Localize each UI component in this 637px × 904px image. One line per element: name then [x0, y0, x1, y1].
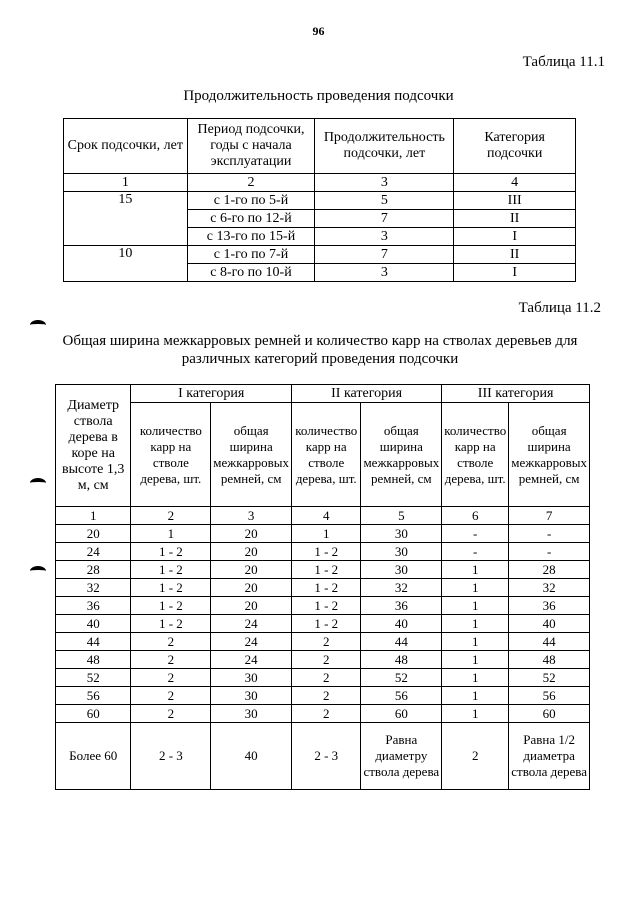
margin-mark	[30, 478, 46, 488]
col-number: 5	[361, 507, 442, 525]
cat1-count-cell: 2 - 3	[131, 723, 211, 790]
header-category-3: III категория	[442, 385, 590, 403]
col-number: 4	[454, 174, 576, 192]
cat2-count-cell: 2	[292, 633, 361, 651]
header-duration: Продолжительность подсочки, лет	[315, 119, 454, 174]
cat3-width-cell: 28	[509, 561, 590, 579]
term-cell: 15	[64, 192, 188, 246]
category-cell: II	[454, 210, 576, 228]
header-term: Срок подсочки, лет	[64, 119, 188, 174]
cat2-count-cell: 2 - 3	[292, 723, 361, 790]
cat3-count-cell: 1	[442, 687, 509, 705]
duration-cell: 7	[315, 210, 454, 228]
cat3-count-cell: 2	[442, 723, 509, 790]
cat2-width-cell: 44	[361, 633, 442, 651]
tapping-width-table	[55, 384, 590, 790]
col-number: 6	[442, 507, 509, 525]
cat2-count-cell: 1 - 2	[292, 543, 361, 561]
cat1-count-cell: 2	[131, 705, 211, 723]
duration-cell: 7	[315, 246, 454, 264]
cat1-count-cell: 2	[131, 669, 211, 687]
cat1-count-cell: 1 - 2	[131, 615, 211, 633]
cat3-count-cell: 1	[442, 597, 509, 615]
category-cell: III	[454, 192, 576, 210]
table-row	[64, 246, 576, 264]
diameter-cell: 28	[56, 561, 131, 579]
header-period: Период подсочки, годы с начала эксплуатации	[187, 119, 315, 174]
term-cell: 10	[64, 246, 188, 282]
cat2-width-cell: 52	[361, 669, 442, 687]
cat1-count-cell: 2	[131, 687, 211, 705]
subheader-cat3-count: количество карр на стволе дерева, шт.	[442, 403, 509, 507]
table-row	[56, 597, 590, 615]
period-cell: с 13-го по 15-й	[187, 228, 315, 246]
cat3-width-cell: -	[509, 525, 590, 543]
subheader-cat1-width: общая ширина межкарровых ремней, см	[211, 403, 292, 507]
cat3-count-cell: 1	[442, 561, 509, 579]
cat1-count-cell: 1 - 2	[131, 579, 211, 597]
cat3-width-cell: Равна 1/2 диаметра ствола дерева	[509, 723, 590, 790]
diameter-cell: 20	[56, 525, 131, 543]
cat3-count-cell: 1	[442, 579, 509, 597]
cat3-count-cell: -	[442, 525, 509, 543]
diameter-cell: 60	[56, 705, 131, 723]
header-category: Категория подсочки	[454, 119, 576, 174]
period-cell: с 1-го по 5-й	[187, 192, 315, 210]
cat2-width-cell: 32	[361, 579, 442, 597]
col-number: 2	[187, 174, 315, 192]
column-numbers-row	[64, 174, 576, 192]
table2-label: Таблица 11.2	[518, 300, 601, 316]
cat1-width-cell: 20	[211, 561, 292, 579]
cat2-count-cell: 1 - 2	[292, 597, 361, 615]
table-row	[56, 525, 590, 543]
col-number: 4	[292, 507, 361, 525]
cat3-width-cell: 60	[509, 705, 590, 723]
cat1-width-cell: 30	[211, 669, 292, 687]
diameter-cell: Более 60	[56, 723, 131, 790]
subheader-cat2-width: общая ширина межкарровых ремней, см	[361, 403, 442, 507]
cat3-width-cell: 56	[509, 687, 590, 705]
cat3-count-cell: 1	[442, 633, 509, 651]
cat2-count-cell: 2	[292, 651, 361, 669]
table-row	[56, 723, 590, 790]
cat3-count-cell: 1	[442, 615, 509, 633]
subheader-cat1-count: количество карр на стволе дерева, шт.	[131, 403, 211, 507]
cat2-count-cell: 1 - 2	[292, 615, 361, 633]
cat1-count-cell: 1 - 2	[131, 561, 211, 579]
cat2-width-cell: 60	[361, 705, 442, 723]
table-row	[56, 579, 590, 597]
period-cell: с 6-го по 12-й	[187, 210, 315, 228]
period-cell: с 8-го по 10-й	[187, 264, 315, 282]
subheader-cat3-width: общая ширина межкарровых ремней, см	[509, 403, 590, 507]
cat3-count-cell: 1	[442, 705, 509, 723]
cat2-count-cell: 1 - 2	[292, 561, 361, 579]
cat1-width-cell: 20	[211, 525, 292, 543]
col-number: 7	[509, 507, 590, 525]
table2-title: Общая ширина межкарровых ремней и количество карр на стволах деревьев для различных категорий проведения подсочки	[62, 333, 578, 367]
duration-table	[63, 118, 576, 282]
cat2-width-cell: 56	[361, 687, 442, 705]
diameter-cell: 48	[56, 651, 131, 669]
subheader-cat2-count: количество карр на стволе дерева, шт.	[292, 403, 361, 507]
cat1-width-cell: 20	[211, 543, 292, 561]
cat1-width-cell: 24	[211, 651, 292, 669]
cat1-width-cell: 40	[211, 723, 292, 790]
cat2-count-cell: 1	[292, 525, 361, 543]
header-category-2: II категория	[292, 385, 442, 403]
diameter-cell: 32	[56, 579, 131, 597]
cat3-count-cell: 1	[442, 669, 509, 687]
table-row	[56, 633, 590, 651]
duration-cell: 3	[315, 228, 454, 246]
duration-cell: 3	[315, 264, 454, 282]
col-number: 3	[315, 174, 454, 192]
col-number: 1	[56, 507, 131, 525]
cat1-width-cell: 30	[211, 687, 292, 705]
cat1-width-cell: 30	[211, 705, 292, 723]
cat2-width-cell: 40	[361, 615, 442, 633]
cat1-width-cell: 24	[211, 615, 292, 633]
table-row	[56, 561, 590, 579]
cat2-count-cell: 2	[292, 705, 361, 723]
cat2-width-cell: Равна диаметру ствола дерева	[361, 723, 442, 790]
cat1-count-cell: 1 - 2	[131, 543, 211, 561]
cat1-width-cell: 20	[211, 597, 292, 615]
table-row	[56, 543, 590, 561]
cat3-width-cell: -	[509, 543, 590, 561]
cat3-width-cell: 32	[509, 579, 590, 597]
diameter-cell: 52	[56, 669, 131, 687]
table-row	[56, 615, 590, 633]
category-cell: II	[454, 246, 576, 264]
cat1-count-cell: 2	[131, 651, 211, 669]
cat2-count-cell: 1 - 2	[292, 579, 361, 597]
diameter-cell: 40	[56, 615, 131, 633]
diameter-cell: 56	[56, 687, 131, 705]
cat3-count-cell: 1	[442, 651, 509, 669]
cat1-count-cell: 1	[131, 525, 211, 543]
period-cell: с 1-го по 7-й	[187, 246, 315, 264]
cat1-width-cell: 24	[211, 633, 292, 651]
cat1-count-cell: 1 - 2	[131, 597, 211, 615]
table1-title: Продолжительность проведения подсочки	[183, 88, 454, 104]
cat1-count-cell: 2	[131, 633, 211, 651]
cat2-width-cell: 30	[361, 543, 442, 561]
table1-label: Таблица 11.1	[522, 54, 605, 70]
col-number: 2	[131, 507, 211, 525]
margin-mark	[30, 566, 46, 576]
diameter-cell: 24	[56, 543, 131, 561]
duration-cell: 5	[315, 192, 454, 210]
cat3-width-cell: 48	[509, 651, 590, 669]
header-category-1: I категория	[131, 385, 292, 403]
cat2-width-cell: 30	[361, 525, 442, 543]
margin-mark	[30, 320, 46, 330]
table-row	[56, 705, 590, 723]
cat3-width-cell: 36	[509, 597, 590, 615]
table-row	[64, 192, 576, 210]
cat1-width-cell: 20	[211, 579, 292, 597]
cat2-width-cell: 36	[361, 597, 442, 615]
cat2-count-cell: 2	[292, 687, 361, 705]
cat2-count-cell: 2	[292, 669, 361, 687]
diameter-cell: 36	[56, 597, 131, 615]
category-cell: I	[454, 228, 576, 246]
header-diameter: Диаметр ствола дерева в коре на высоте 1,3 м, см	[56, 385, 131, 507]
cat3-width-cell: 52	[509, 669, 590, 687]
diameter-cell: 44	[56, 633, 131, 651]
cat3-count-cell: -	[442, 543, 509, 561]
cat3-width-cell: 40	[509, 615, 590, 633]
table-row	[56, 651, 590, 669]
col-number: 3	[211, 507, 292, 525]
category-cell: I	[454, 264, 576, 282]
col-number: 1	[64, 174, 188, 192]
cat2-width-cell: 30	[361, 561, 442, 579]
table-row	[56, 687, 590, 705]
page-number: 96	[312, 24, 325, 38]
cat2-width-cell: 48	[361, 651, 442, 669]
column-numbers-row	[56, 507, 590, 525]
table-row	[56, 669, 590, 687]
cat3-width-cell: 44	[509, 633, 590, 651]
